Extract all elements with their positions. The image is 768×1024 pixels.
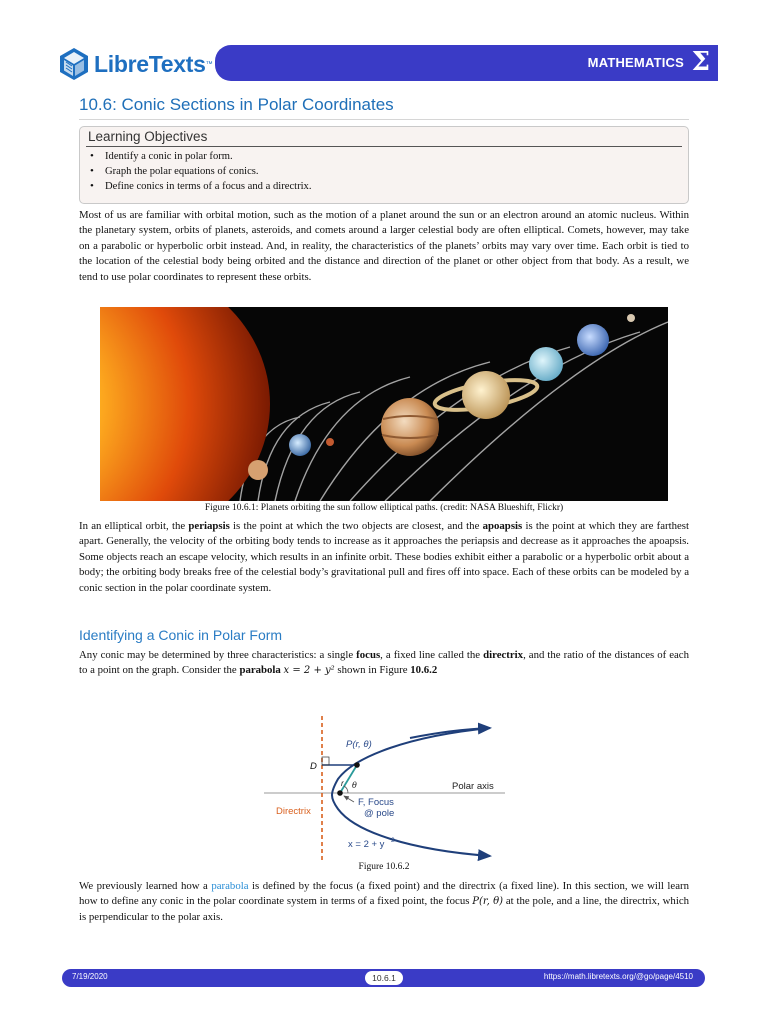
footer-date: 7/19/2020 — [72, 972, 108, 981]
parabola-link[interactable]: parabola — [211, 880, 249, 892]
focus-label: F, Focus — [358, 797, 394, 808]
conic-paragraph — [79, 648, 689, 679]
text-span: , and the ratio of the distances of each to a point on the graph. Consider the — [79, 649, 689, 677]
figure-reference: 10.6.2 — [410, 664, 438, 677]
focus-point-equation: P(r, θ) — [472, 896, 504, 908]
term-parabola: parabola — [239, 664, 281, 677]
text-span: shown in Figure — [334, 664, 411, 677]
figure-caption: Figure 10.6.1: Planets orbiting the sun follow elliptical paths. (credit: NASA Blueshift, Flickr) — [204, 503, 564, 513]
term-periapsis: periapsis — [188, 520, 230, 532]
text-span: , a fixed line called the — [380, 649, 484, 661]
term-apoapsis: apoapsis — [482, 520, 523, 532]
point-p-label: P(r, θ) — [346, 739, 372, 750]
text-span: is the point at which the two objects are closest, and the — [229, 520, 483, 532]
title-divider — [79, 119, 689, 120]
text-span: is defined by the focus (a fixed point) and the directrix (a fixed line). In this section, we will learn how to define any conic in the polar coordinate system in terms of a fixed point, the focus — [79, 880, 689, 908]
page-footer — [62, 969, 705, 987]
equation-exponent: 2 — [391, 837, 395, 844]
footer-page-number: 10.6.1 — [365, 971, 403, 985]
logo-trademark: ™ — [205, 60, 213, 68]
subject-banner[interactable] — [215, 45, 718, 81]
point-d-label: D — [310, 761, 317, 772]
learning-objectives-title: Learning Objectives — [88, 129, 208, 144]
focus-paragraph — [79, 879, 689, 925]
objective-item: • Graph the polar equations of conics. — [90, 164, 312, 179]
learning-objectives-list — [90, 149, 312, 194]
term-directrix: directrix — [483, 649, 524, 661]
subject-label: MATHEMATICS — [587, 55, 684, 70]
theta-label: θ — [352, 781, 357, 790]
footer-url-link[interactable]: https://math.libretexts.org/@go/page/4510 — [543, 972, 693, 981]
parabola-diagram — [260, 716, 510, 862]
logo-text: LibreTexts — [94, 50, 206, 77]
learning-objectives-box — [79, 126, 689, 204]
page-title: 10.6: Conic Sections in Polar Coordinates — [79, 95, 394, 114]
text-span: at the pole, and a line, the directrix, which is perpendicular to the polar axis. — [79, 895, 690, 923]
text-span: We previously learned how a — [79, 880, 212, 892]
objective-item: • Identify a conic in polar form. — [90, 149, 312, 164]
polar-axis-label: Polar axis — [452, 781, 494, 792]
equation-label: x = 2 + y — [348, 839, 385, 850]
page-header — [0, 40, 768, 84]
objective-item: • Define conics in terms of a focus and a directrix. — [90, 179, 312, 194]
solar-system-image — [100, 307, 668, 501]
sigma-icon: Σ — [691, 47, 710, 77]
intro-paragraph: Most of us are familiar with orbital motion, such as the motion of a planet around the sun or an electron around an atomic nucleus. Within the planetary system, orbits of planets, asteroids, and comets around a larger celestial body are often elliptical. Comets, however, may take on a parabolic or hyperbolic orbit instead. And, in reality, the characteristics of the planets’ orbits may vary over time. Each orbit is tied to the location of the celestial body being orbited and the distance and direction of the planet or other object from that body. As a result, we tend to use polar coordinates to represent these orbits. — [79, 209, 689, 283]
r-label: r — [341, 779, 344, 788]
libretexts-logo[interactable] — [58, 44, 213, 84]
directrix-label: Directrix — [276, 806, 311, 817]
orbit-paragraph — [79, 519, 689, 596]
text-span: is the point at which they are farthest apart. Generally, the velocity of the orbiting body tends to increase as it approaches the periapsis and decrease as it approaches the apoapsis. Some objects reach an escape velocity, which results in an infinite orbit. These bodies exhibit either a parabolic or a hyperbolic orbit about a body; the orbiting body breaks free of the celestial body’s gravitational pull and fires off into space. Each of these orbits can be modeled by a conic section in the polar coordinate system. — [79, 520, 689, 594]
section-heading: Identifying a Conic in Polar Form — [79, 627, 283, 643]
figure-caption: Figure 10.6.2 — [358, 862, 410, 872]
parabola-equation: x = 2 + y² — [283, 665, 335, 677]
text-span: In an elliptical orbit, the — [79, 520, 189, 532]
text-span: Any conic may be determined by three characteristics: a single — [79, 649, 357, 661]
term-focus: focus — [356, 649, 381, 661]
learning-objectives-divider — [86, 146, 682, 147]
solar-system-illustration — [100, 307, 668, 501]
libretexts-cube-icon — [58, 47, 90, 81]
pole-label: @ pole — [364, 808, 395, 819]
